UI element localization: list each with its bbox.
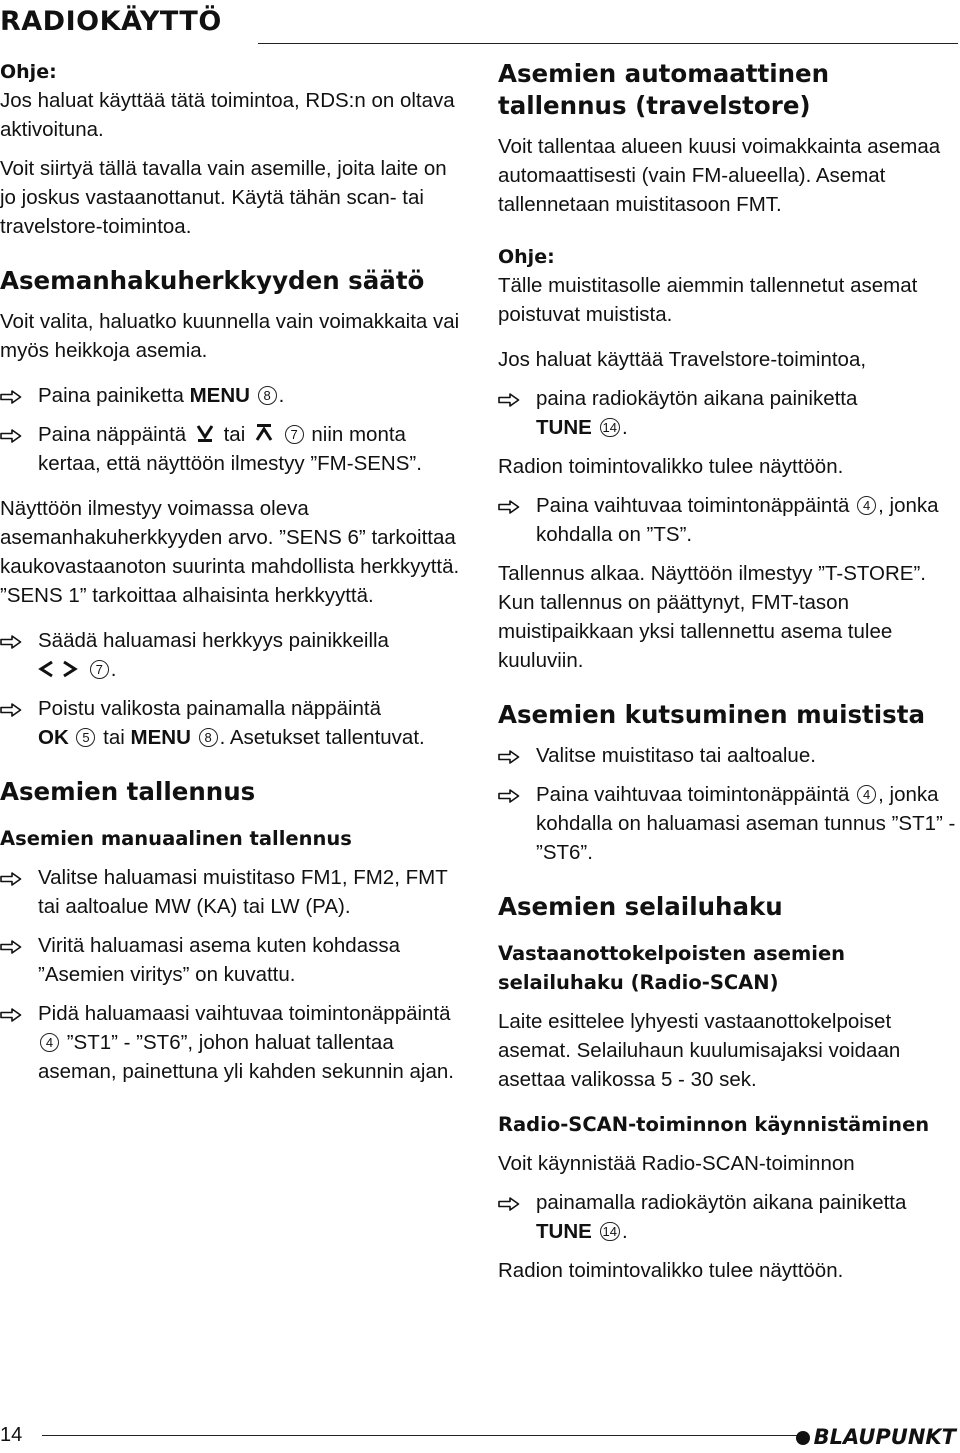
step-item: Paina vaihtuvaa toimintonäppäintä 4 , jonka kohdalla on haluamasi aseman tunnus ”ST1” - ”ST6”.: [498, 780, 958, 867]
section-heading-scan: Asemien selailuhaku: [498, 892, 783, 921]
arrow-bullet-icon: [0, 1008, 22, 1022]
right-column: [498, 58, 958, 1285]
paragraph: Jos haluat käyttää Travelstore-toimintoa,: [498, 348, 867, 371]
paragraph: Tallennus alkaa. Näyttöön ilmestyy ”T-STORE”. Kun tallennus on päättynyt, FMT-tason muistipaikkaan yksi tallennettu asema tulee kuuluviin.: [498, 562, 926, 672]
ok-key-label: OK: [38, 726, 69, 749]
note-label: Ohje:: [498, 246, 555, 268]
right-arrow-key-icon: [62, 660, 78, 678]
section-heading-sensitivity: Asemanhakuherkkyyden säätö: [0, 266, 425, 295]
left-arrow-key-icon: [38, 660, 54, 678]
step-item: Pidä haluamaasi vaihtuvaa toimintonäppäintä 4 ”ST1” - ”ST6”, johon haluat tallentaa aseman, painettuna yli kahden sekunnin ajan.: [0, 999, 462, 1086]
arrow-bullet-icon: [0, 390, 22, 404]
menu-key-label: MENU: [130, 726, 191, 749]
arrow-bullet-icon: [498, 750, 520, 764]
arrow-bullet-icon: [498, 393, 520, 407]
step-item: paina radiokäytön aikana painiketta TUNE 14 .: [498, 384, 958, 442]
page-title: RADIOKÄYTTÖ: [0, 6, 222, 37]
button-number-badge: 14: [600, 1222, 620, 1241]
down-arrow-key-icon: [196, 423, 214, 443]
step-item: Paina painiketta MENU 8 .: [0, 381, 462, 410]
subheading-manual-save: Asemien manuaalinen tallennus: [0, 827, 352, 850]
subheading-scan-start: Radio-SCAN-toiminnon käynnistäminen: [498, 1113, 930, 1136]
step-item: Poistu valikosta painamalla näppäintä OK 5 tai MENU 8 . Asetukset tallentuvat.: [0, 694, 462, 752]
note-paragraph: Tälle muistitasolle aiemmin tallennetut asemat poistuvat muistista.: [498, 274, 918, 326]
note-paragraph: Voit siirtyä tällä tavalla vain asemille, joita laite on jo joskus vastaanottanut. Käytä tähän scan- tai travelstore-toimintoa.: [0, 157, 447, 238]
note-label: Ohje:: [0, 61, 57, 83]
up-arrow-key-icon: [255, 423, 273, 443]
section-heading-auto-save: Asemien automaattinen tallennus (travelstore): [498, 59, 830, 120]
arrow-bullet-icon: [0, 429, 22, 443]
arrow-bullet-icon: [498, 1197, 520, 1211]
left-column: [0, 58, 462, 1086]
paragraph: Radion toimintovalikko tulee näyttöön.: [498, 455, 844, 478]
step-item: Säädä haluamasi herkkyys painikkeilla 7 .: [0, 626, 462, 684]
step-item: Valitse muistitaso tai aaltoalue.: [498, 741, 958, 770]
arrow-bullet-icon: [0, 872, 22, 886]
button-number-badge: 4: [857, 496, 876, 515]
section-heading-recall: Asemien kutsuminen muistista: [498, 700, 925, 729]
step-item: Paina näppäintä tai 7 niin monta kertaa, että näyttöön ilmestyy ”FM-SENS”.: [0, 420, 462, 478]
subheading-radio-scan: Vastaanottokelpoisten asemien selailuhaku (Radio-SCAN): [498, 942, 846, 994]
footer-rule: [42, 1435, 800, 1436]
note-paragraph: Jos haluat käyttää tätä toimintoa, RDS:n on oltava aktivoituna.: [0, 89, 455, 141]
brand-dot-icon: [796, 1431, 810, 1445]
button-number-badge: 7: [90, 660, 109, 679]
button-number-badge: 8: [199, 728, 218, 747]
arrow-bullet-icon: [498, 500, 520, 514]
button-number-badge: 8: [258, 386, 277, 405]
brand-logo: BLAUPUNKT: [796, 1425, 956, 1449]
tune-key-label: TUNE: [536, 416, 592, 439]
section-heading-save: Asemien tallennus: [0, 777, 256, 806]
page-number: 14: [0, 1424, 23, 1446]
paragraph: Voit käynnistää Radio-SCAN-toiminnon: [498, 1152, 855, 1175]
step-item: Viritä haluamasi asema kuten kohdassa ”Asemien viritys” on kuvattu.: [0, 931, 462, 989]
button-number-badge: 14: [600, 418, 620, 437]
step-item: Valitse haluamasi muistitaso FM1, FM2, FMT tai aaltoalue MW (KA) tai LW (PA).: [0, 863, 462, 921]
arrow-bullet-icon: [0, 635, 22, 649]
menu-key-label: MENU: [189, 384, 250, 407]
step-item: Paina vaihtuvaa toimintonäppäintä 4 , jonka kohdalla on ”TS”.: [498, 491, 958, 549]
paragraph: Näyttöön ilmestyy voimassa oleva asemanhakuherkkyyden arvo. ”SENS 6” tarkoittaa kaukovastaanoton suurinta mahdollista herkkyyttä. ”SENS 1” tarkoittaa alhaisinta herkkyyttä.: [0, 497, 460, 607]
paragraph: Laite esittelee lyhyesti vastaanottokelpoiset asemat. Selailuhaun kuulumisajaksi voidaan asettaa valikossa 5 - 30 sek.: [498, 1010, 901, 1091]
step-item: painamalla radiokäytön aikana painiketta TUNE 14 .: [498, 1188, 958, 1246]
paragraph: Voit tallentaa alueen kuusi voimakkainta asemaa automaattisesti (vain FM-alueella). Asemat tallennetaan muistitasoon FMT.: [498, 135, 941, 216]
arrow-bullet-icon: [0, 940, 22, 954]
title-rule: [258, 43, 958, 44]
paragraph: Radion toimintovalikko tulee näyttöön.: [498, 1259, 844, 1282]
paragraph: Voit valita, haluatko kuunnella vain voimakkaita vai myös heikkoja asemia.: [0, 310, 460, 362]
button-number-badge: 5: [76, 728, 95, 747]
button-number-badge: 7: [285, 425, 304, 444]
button-number-badge: 4: [857, 785, 876, 804]
arrow-bullet-icon: [498, 789, 520, 803]
button-number-badge: 4: [40, 1033, 59, 1052]
tune-key-label: TUNE: [536, 1220, 592, 1243]
arrow-bullet-icon: [0, 703, 22, 717]
